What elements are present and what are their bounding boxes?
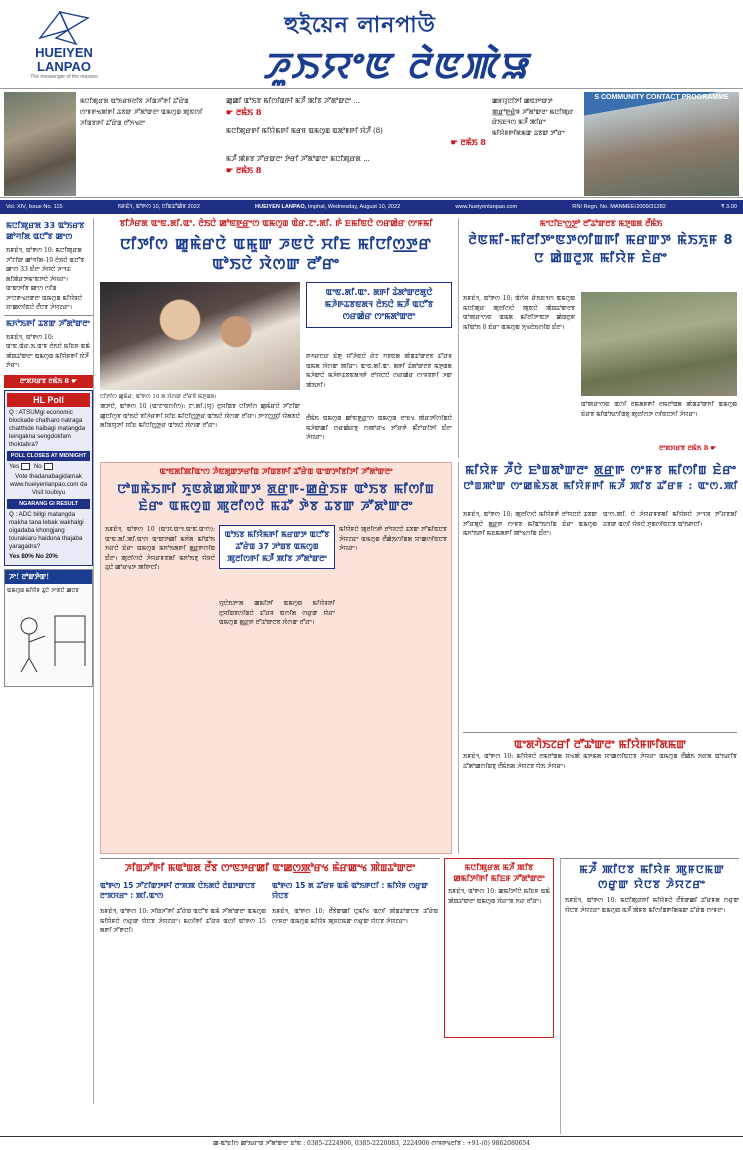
boxed-body: ꯏꯝꯐꯥꯜ, ꯑꯣꯒꯁ 10: ꯀꯃꯤꯇꯤꯅꯥ ꯃꯤꯐꯝ ꯑꯃꯥ ꯄꯥꯡꯊꯣꯛꯂꯦ ꯑꯃꯁꯨꯡ ꯋꯥꯔꯦꯞ ꯈꯔ ꯂꯧꯔꯦ। bbox=[448, 888, 550, 905]
center-kicker: ꯑꯦꯟꯗꯤꯄꯤꯑꯦꯁ ꯍꯥꯟꯗꯨꯛꯇꯔꯤꯡ ꯍꯤꯡꯕꯒꯤ ꯊꯧꯔꯥꯡ ꯑꯦꯛꯇꯤꯕꯤꯇꯤ ꯍꯧꯗꯣꯛꯂꯦ bbox=[159, 467, 393, 476]
lead-subhead-box: ꯑꯦꯟ.ꯗꯤ.ꯑꯦ. ꯗꯒꯤ ꯊꯥꯗꯣꯛꯂꯗꯨꯅꯥ ꯃꯍꯥꯒꯊꯕꯟꯗꯜ ꯂꯥꯏꯅꯥ ꯃꯍꯩ ꯑꯅꯧꯕ ꯁꯔꯀꯥꯔ ꯁꯦꯃꯗꯣꯛꯂꯦ bbox=[306, 282, 452, 328]
right-mid-headline[interactable]: ꯃꯤꯌꯥꯝ ꯍꯩꯅꯥ ꯐꯣꯡꯗꯣꯛꯂꯦ ꯗ꯭ꯔꯒ ꯁꯦꯝꯕ ꯃꯤꯁꯤꯡ ꯐꯥꯔꯦ bbox=[465, 463, 737, 477]
hl-poll bbox=[4, 390, 93, 566]
lead-body-col1: ꯄꯇꯅꯥ, ꯑꯣꯒꯁ 10 (ꯑꯦꯖꯦꯟꯁꯤꯁ): ꯖꯦ.ꯗꯤ.(ꯌꯨ) ꯂꯨꯆꯤꯡꯕ ꯅꯤꯇꯤꯁ ꯀꯨꯃꯥꯔꯅꯥ ꯍꯧꯖꯤꯛ ꯀꯨꯅꯤꯁꯨꯕ ꯑꯣꯏꯅꯥ ꯕꯤꯍꯥꯔꯒꯤ ꯆꯤꯐ ꯃꯤꯅꯤꯁ꯭ꯇꯔ ꯑꯣꯏꯅꯥ ꯋꯥꯁꯛ ꯂꯧꯔꯦ। ꯇꯦꯖꯁ꯭ꯋꯤ ꯌꯥꯗꯕꯅꯥ ꯗꯤꯞꯌꯨꯇꯤ ꯆꯤꯐ ꯃꯤꯅꯤꯁ꯭ꯇꯔ ꯑꯣꯏꯅꯥ ꯋꯥꯁꯛ ꯂꯧꯔꯦ। bbox=[100, 403, 300, 430]
paper-name: HUEIYEN LANPAO, bbox=[255, 204, 307, 210]
center-inset-box: ꯑꯣꯏꯕ ꯃꯤꯌꯥꯃꯒꯤ ꯃꯔꯛꯇ ꯑꯅꯧꯕ ꯊꯧꯔꯥꯡ 37 ꯍꯣꯡꯕ ꯑꯃꯁꯨꯡ ꯄꯨꯂꯤꯁꯒꯤ ꯃꯍꯩ ꯄꯤꯕ ꯍꯧꯗꯣꯛꯂꯦ bbox=[219, 525, 335, 569]
masthead bbox=[0, 0, 743, 86]
center-feature bbox=[100, 462, 452, 854]
top-left-photo bbox=[4, 92, 76, 196]
left-item2-headline[interactable]: ꯃꯈꯣꯏꯒꯤ ꯊꯕꯛ ꯍꯧꯗꯣꯛꯂꯦ bbox=[6, 318, 90, 328]
top-right-teaser[interactable]: ꯀꯝꯌꯨꯅꯤꯇꯤ ꯀꯟꯇꯦꯛꯇ ꯄ꯭ꯔꯣꯒ꯭ꯔꯥꯝ ꯍꯧꯗꯣꯛꯂꯦ ꯃꯅꯤꯄꯨꯔ ꯔꯥꯏꯐꯜꯁ ꯃꯍꯩ ꯄꯤꯔꯦ ꯃꯤꯌꯥꯝꯒꯤꯗꯃꯛ ꯊꯕꯛ ꯇꯧꯔꯦ bbox=[492, 97, 574, 137]
left-item1-headline[interactable]: ꯃꯅꯤꯄꯨꯔꯗ 33 ꯑꯣꯏꯔꯕ ꯀꯣꯚꯤꯗ ꯑꯅꯧꯕ ꯀꯦꯁ bbox=[6, 221, 85, 241]
newspaper-logo bbox=[14, 8, 114, 78]
bottom-right-headline[interactable]: ꯃꯍꯩ ꯄꯤꯅꯕ ꯃꯤꯌꯥꯝ ꯄꯨꯝꯅꯃꯛ ꯁꯔꯨꯛ ꯌꯥꯅꯕ ꯍꯥꯌꯖꯔꯦ bbox=[579, 863, 725, 891]
bottom-left-body2: ꯏꯝꯐꯥꯜ, ꯑꯣꯒꯁ 10: ꯂꯩꯕꯥꯛꯀꯤ ꯅꯨꯃꯤꯠ ꯑꯁꯤ ꯄꯥꯡꯊꯣꯛꯅꯕ ꯊꯧꯔꯥꯡ ꯁꯦꯝꯂꯦ ꯑꯃꯁꯨꯡ ꯃꯤꯌꯥꯝ ꯄꯨꯝꯅꯃꯛ ꯁꯔꯨꯛ ꯌꯥꯅꯕ ꯍꯥꯌꯖꯔꯦ। bbox=[272, 908, 438, 925]
top-left-teaser[interactable]: ꯃꯅꯤꯄꯨꯔꯗ ꯑꯣꯏꯔꯝꯂꯤꯕ ꯍꯤꯡꯍꯧꯒꯤ ꯊꯧꯔꯥꯡ ꯁꯦꯝꯒꯠꯄꯒꯤ ꯊꯕꯛ ꯍꯧꯗꯣꯛꯂꯦ ꯑꯃꯁꯨꯡ ꯄꯨꯟꯁꯤ ꯍꯤꯡꯕꯒꯤ ꯊꯧꯔꯥꯡ ꯂꯧꯈꯠꯂꯦ bbox=[80, 97, 203, 127]
lead-kicker: ꯕꯤꯍꯥꯔꯗ ꯑꯦꯟ.ꯗꯤ.ꯑꯦ. ꯂꯥꯏꯅꯥ ꯀꯣꯟꯒ꯭ꯔꯦꯁ ꯑꯃꯁꯨꯡ ꯑꯥꯔ.ꯖꯦ.ꯗꯤ. ꯒꯥ ꯐꯃꯤꯟꯅꯥ ꯁꯔꯀꯥꯔ ꯁꯦꯝꯃꯤ bbox=[119, 219, 433, 229]
teaser-2[interactable]: ꯃꯅꯤꯄꯨꯔꯒꯤ ꯃꯤꯌꯥꯃꯒꯤ ꯃꯔꯝ ꯑꯃꯁꯨꯡ ꯑꯗꯣꯝꯒꯤ ꯋꯥꯍꯩ (8) bbox=[226, 127, 383, 135]
lead-photo bbox=[100, 282, 300, 390]
center-headline[interactable]: ꯅꯣꯡꯃꯥꯏꯒꯤ ꯈꯨꯟꯗꯥꯀꯄꯥꯛꯇ ꯗ꯭ꯔꯒ-ꯀ꯭ꯔꯥꯏꯝ ꯑꯣꯏꯕ ꯃꯤꯁꯤꯡ ꯐꯥꯔꯦ ꯑꯃꯁꯨꯡ ꯄꯨꯂꯤꯁꯅꯥ ꯃꯊꯧ ꯇꯥꯕ ꯊꯕꯛ ꯍꯧꯗꯣꯛꯂꯦ bbox=[117, 481, 435, 513]
paper-crane-icon bbox=[36, 8, 92, 48]
logo-line1: HUEIYEN bbox=[35, 45, 93, 60]
bottom-left-headline[interactable]: ꯍꯤꯡꯍꯧꯒꯤ ꯃꯑꯣꯡꯗ ꯂꯩꯕ ꯁꯦꯟꯇꯔꯀꯤ ꯑꯦꯀꯁ꯭ꯄꯣꯔꯠ ꯃꯥꯔꯀꯦꯠ ꯄꯥꯡꯊꯣꯛꯂꯦ bbox=[124, 863, 416, 874]
result-question: Q : ADC billgi matangda makha tana lebak wakhalgi oigadaba khongjang tourakiaro haiduna thajaba yaragadra? bbox=[9, 510, 84, 550]
lead-body-col3: ꯂꯩꯃꯥꯏ ꯑꯃꯁꯨꯡ ꯀꯣꯟꯒ꯭ꯔꯦꯁ ꯑꯃꯁꯨꯡ ꯂꯦꯐꯠ ꯄꯥꯔꯇꯤꯁꯤꯡꯅꯥ ꯃꯍꯥꯛꯀꯤ ꯁꯔꯀꯥꯔꯕꯨ ꯁꯄꯣꯔꯠ ꯇꯧꯔꯒꯥ ꯃꯩꯖꯣꯔꯤꯇꯤ ꯐꯪꯂꯦ ꯍꯥꯌꯔꯦ। bbox=[306, 415, 452, 442]
left-item2-text: ꯏꯝꯐꯥꯜ, ꯑꯣꯒꯁ 10: ꯑꯦꯟ.ꯑꯥꯔ.ꯏ.ꯑꯦꯝ ꯂꯥꯏꯅꯥ ꯃꯤꯐꯝ ꯑꯃꯥ ꯄꯥꯡꯊꯣꯛꯂꯦ ꯑꯃꯁꯨꯡ ꯃꯤꯌꯥꯝꯒꯤ ꯋꯥꯍꯩ ꯇꯥꯔꯦ। bbox=[6, 333, 90, 369]
lead-story bbox=[100, 218, 452, 458]
top-right-photo bbox=[584, 92, 739, 196]
teaser-3[interactable]: ꯃꯍꯩ ꯄꯥꯝꯕ ꯍꯧꯔꯛꯂꯦ ꯇꯥꯔꯤ ꯍꯧꯗꯣꯛꯂꯦ ꯃꯅꯤꯄꯨꯔꯗ ... bbox=[226, 155, 370, 163]
top-middle-teasers bbox=[226, 96, 486, 176]
poll-yes-label: Yes bbox=[9, 462, 20, 470]
bottom-left-body1: ꯏꯝꯐꯥꯜ, ꯑꯣꯒꯁ 10: ꯍꯤꯡꯍꯧꯒꯤ ꯊꯧꯔꯥꯡ ꯑꯅꯧꯕ ꯑꯃꯥ ꯍꯧꯗꯣꯛꯂꯦ ꯑꯃꯁꯨꯡ ꯃꯤꯌꯥꯝꯅꯥ ꯁꯔꯨꯛ ꯌꯥꯅꯕ ꯍꯥꯌꯖꯔꯦ। ꯃꯁꯤꯒꯤ ꯊꯧꯔꯝ ꯑꯁꯤ ꯑꯣꯒꯁ 15 ꯗꯒꯤ ꯍꯧꯒꯅꯤ। bbox=[100, 908, 266, 935]
masthead-meitei-title: ꯍꯨꯏꯌꯦꯟ ꯂꯥꯟꯄꯥꯎ bbox=[262, 45, 530, 87]
teaser-3-ref[interactable]: ☛ ꯂꯃꯥꯏ 8 bbox=[226, 165, 262, 175]
poll-question: Q : ATSUMgi economic blockade chatharo natraga chatthide haibagi matangda leingakna sengdokfam thoktabra? bbox=[9, 408, 86, 448]
result-values: Yes 80% No 20% bbox=[9, 552, 58, 560]
right-top-ref[interactable]: ꯂꯦꯞꯆꯔꯕ ꯂꯃꯥꯏ 8 ☛ bbox=[659, 444, 717, 452]
right-top-story bbox=[458, 218, 739, 458]
result-title: NGARANG GI RESULT bbox=[7, 499, 90, 509]
right-mid-body1: ꯏꯝꯐꯥꯜ, ꯑꯣꯒꯁ 10: ꯄꯨꯂꯤꯁꯅꯥ ꯃꯤꯌꯥꯝꯒꯥ ꯂꯣꯌꯅꯅꯥ ꯊꯕꯛ ꯇꯧꯔꯗꯨꯅꯥ ꯗ꯭ꯔꯒ ꯁꯦꯝꯕ ꯃꯤꯑꯣꯏꯁꯤꯡ ꯐꯥꯔꯦ ꯑꯃꯁꯨꯡ ꯃꯈꯣꯏꯒꯤ ꯃꯐꯃꯗꯒꯤ ꯄꯣꯠꯁꯤꯡ ꯐꯪꯂꯦ। bbox=[463, 511, 597, 538]
center-body-col3: ꯃꯤꯌꯥꯝꯅꯥ ꯄꯨꯂꯤꯁꯒꯥ ꯂꯣꯌꯅꯅꯥ ꯊꯕꯛ ꯇꯧꯃꯤꯟꯅꯕ ꯍꯥꯌꯖꯔꯦ ꯑꯃꯁꯨꯡ ꯂꯩꯀꯥꯏꯁꯤꯡꯗ ꯆꯦꯀꯁꯤꯟꯅꯕ ꯍꯥꯌꯔꯦ। bbox=[339, 526, 447, 553]
photo-banner-text: S COMMUNITY CONTACT PROGRAMME bbox=[594, 94, 729, 101]
issue-info-bar bbox=[0, 200, 743, 214]
lead-headline[interactable]: ꯅꯤꯇꯤꯁ ꯀꯨꯃꯥꯔꯅꯥ ꯑꯃꯨꯛ ꯍꯟꯅꯥ ꯆꯤꯐ ꯃꯤꯅꯤꯁ꯭ꯇꯔ ꯑꯣꯏꯅꯥ ꯋꯥꯁꯛ ꯂꯧꯔꯦ bbox=[120, 235, 432, 273]
volume-issue: Vol. XIV, Issue No. 115 bbox=[6, 204, 63, 210]
left-column bbox=[4, 218, 94, 1104]
boxed-headline[interactable]: ꯃꯅꯤꯄꯨꯔꯗ ꯃꯍꯩ ꯄꯤꯕ ꯀꯃꯤꯇꯤꯒꯤ ꯃꯤꯐꯝ ꯍꯧꯗꯣꯛꯂꯦ bbox=[453, 863, 545, 883]
poll-closes: POLL CLOSES AT MIDNIGHT bbox=[7, 451, 90, 461]
center-body-col2: ꯌꯨꯅꯥꯏꯇꯦꯗ ꯀꯃꯤꯇꯤ ꯑꯃꯁꯨꯡ ꯃꯤꯌꯥꯝꯒꯤ ꯂꯨꯆꯤꯡꯕꯁꯤꯡꯅꯥ ꯊꯧꯔꯝ ꯑꯁꯤꯗ ꯁꯔꯨꯛ ꯌꯥꯔꯦ ꯑꯃꯁꯨꯡ ꯗ꯭ꯔꯒ ꯂꯧꯊꯣꯛꯅꯕ ꯋꯥꯁꯛ ꯂꯧꯔꯦ। bbox=[219, 600, 335, 627]
teaser-1-ref[interactable]: ☛ ꯂꯃꯥꯏ 8 bbox=[226, 107, 262, 117]
bottom-left-story bbox=[100, 858, 440, 1134]
right-top-body2: ꯑꯣꯄꯔꯦꯁꯟ ꯑꯁꯤ ꯂꯃꯗꯝꯒꯤ ꯂꯃꯂꯣꯡꯗ ꯄꯥꯡꯊꯣꯛꯈꯤ ꯑꯃꯁꯨꯡ ꯐꯥꯔꯕ ꯃꯤꯑꯣꯏꯁꯤꯡꯕꯨ ꯄꯨꯂꯤꯁꯇ ꯁꯤꯟꯅꯈꯤ ꯍꯥꯌꯔꯦ। bbox=[581, 401, 737, 418]
bottom-boxed-story bbox=[444, 858, 554, 1038]
center-body-col1: ꯏꯝꯐꯥꯜ, ꯑꯣꯒꯁ 10 (ꯑꯦꯆ.ꯑꯦꯜ.ꯑꯦꯟ.ꯑꯦꯁ): ꯑꯦꯟ.ꯗꯤ.ꯄꯤ.ꯑꯦꯁ ꯑꯦꯛꯇꯀꯤ ꯃꯈꯥꯗ ꯃꯤꯑꯣꯏ ꯈꯔꯅꯥ ꯐꯥꯔꯦ ꯑꯃꯁꯨꯡ ꯃꯈꯣꯏꯗꯒꯤ ꯗ꯭ꯔꯒꯁꯤꯡ ꯐꯪꯂꯦ। ꯄꯨꯂꯤꯁꯅꯥ ꯍꯥꯌꯔꯝꯕꯗꯤ ꯃꯈꯣꯏꯕꯨ ꯌꯥꯝꯅꯥ ꯊꯨꯅꯥ ꯀꯣꯔꯠꯇ ꯄꯤꯒꯅꯤ। bbox=[105, 526, 215, 572]
poll-no-checkbox[interactable] bbox=[44, 463, 53, 470]
lead-photo-caption: ꯅꯤꯇꯤꯁ ꯀꯨꯃꯥꯔ, ꯑꯣꯒꯁ 10 ꯗ ꯋꯥꯁꯛ ꯂꯧꯔꯕꯥ ꯃꯇꯨꯡꯗ। bbox=[100, 394, 217, 400]
right-top-body: ꯏꯝꯐꯥꯜ, ꯑꯣꯒꯁ 10: ꯑꯥꯁꯥꯝ ꯔꯥꯏꯐꯜꯁ ꯑꯃꯁꯨꯡ ꯃꯅꯤꯄꯨꯔ ꯄꯨꯂꯤꯁꯅꯥ ꯄꯨꯟꯅꯥ ꯄꯥꯡꯊꯣꯛꯂꯕ ꯑꯣꯄꯔꯦꯁꯟ ꯑꯃꯗ ꯃꯤꯂꯤꯇꯦꯟꯇ ꯀꯥꯡꯂꯨꯞ ꯃꯤꯑꯣꯏ 8 ꯐꯥꯔꯦ ꯑꯃꯁꯨꯡ ꯈꯨꯠꯂꯥꯏꯁꯤꯡ ꯐꯪꯂꯦ। bbox=[463, 295, 575, 331]
left-continued-ref[interactable]: ꯂꯦꯞꯆꯔꯕ ꯂꯃꯥꯏ 8 ☛ bbox=[4, 375, 93, 388]
right-mid-body2: ꯑꯦꯁ.ꯄꯤ. ꯅꯥ ꯍꯥꯌꯔꯝꯕꯗꯤ ꯃꯤꯌꯥꯝꯅꯥ ꯍꯦꯜꯞ ꯇꯧꯔꯕꯗꯤ ꯊꯕꯛ ꯑꯁꯤ ꯌꯥꯝꯅꯥ ꯇꯨꯡꯁꯤꯟꯅꯕ ꯑꯣꯏꯒꯅꯤ। bbox=[603, 511, 737, 528]
right-top-photo bbox=[581, 292, 737, 396]
poll-vote-instructions[interactable]: Vote thadanabagidamak www.hueiyenlanpao.com da Visit toubiyu bbox=[9, 472, 88, 496]
logo-line2: LANPAO bbox=[37, 59, 91, 74]
price: ₹ 3.00 bbox=[720, 204, 737, 210]
local-date: ꯏꯝꯐꯥꯜ, ꯑꯣꯒꯁ 10, ꯅꯤꯡꯊꯧꯀꯥꯕ 2022 bbox=[117, 204, 200, 210]
right-mid-subhead: ꯅꯣꯡꯄꯣꯛ ꯁꯦꯀꯃꯥꯏꯗ ꯃꯤꯌꯥꯝꯒꯤ ꯃꯍꯩ ꯄꯤꯕ ꯊꯧꯔꯝ : ꯑꯦꯁ.ꯄꯤ bbox=[463, 481, 739, 492]
left-item1-text: ꯏꯝꯐꯥꯜ, ꯑꯣꯒꯁ 10: ꯃꯅꯤꯄꯨꯔꯗ ꯍꯧꯖꯤꯛ ꯀꯣꯚꯤꯗ-19 ꯂꯥꯏꯅꯥ ꯑꯅꯧꯕ ꯀꯦꯁ 33 ꯐꯪꯂꯦ ꯍꯥꯌꯅꯥ ꯍꯦꯜꯊ ꯗꯤꯄꯥꯔꯇꯃꯦꯟꯇꯅꯥ ꯍꯥꯌꯔꯦ। ꯑꯦꯛꯇꯤꯕ ꯀꯦꯁ ꯁꯤꯡ ꯍꯦꯅꯒꯠꯂꯛꯂꯦ ꯑꯃꯁꯨꯡ ꯃꯤꯌꯥꯝꯅꯥ ꯆꯦꯀꯁꯤꯟꯅꯥ ꯂꯩꯅꯕ ꯍꯥꯌꯖꯔꯦ। bbox=[6, 247, 85, 311]
dateline: Imphal, Wednesday, August 10, 2022 bbox=[307, 204, 401, 210]
poll-title: HL Poll bbox=[7, 393, 90, 407]
cartoon-drawing-icon bbox=[5, 596, 91, 676]
footer-contact: ꯀ-ꯑꯣꯐꯤꯁ ꯀꯣꯏꯔꯦꯡ ꯍꯧꯗꯣꯛꯂꯦ ꯐꯣꯟ : 0385-2224906, 0385-2220083, 2224906 ꯁꯦꯝꯒꯠꯂꯤꯕ : +91-(0) 9862080654 bbox=[0, 1136, 743, 1150]
cartoon-caption: ꯑꯃꯁꯨꯡ ꯃꯤꯌꯥꯝ ꯊꯨꯅꯥ ꯍꯦꯟꯅꯥ ꯀꯅꯕ bbox=[7, 587, 80, 594]
cartoon-box bbox=[4, 569, 93, 687]
bottom-right-story bbox=[560, 858, 739, 1134]
right-top-headline[interactable]: ꯂꯥꯟꯃꯤ-ꯃꯤꯂꯤꯇꯦꯟꯇꯁꯤꯡꯒꯤ ꯃꯔꯛꯇ ꯃꯥꯏꯈꯨꯝ 8 ꯅ ꯀꯥꯡꯂꯨꯞ ꯃꯤꯌꯥꯝ ꯐꯥꯔꯦ bbox=[468, 233, 734, 266]
bottom-left-sub1[interactable]: ꯑꯣꯒꯁ 15 ꯍꯧꯖꯤꯛꯇꯒꯤ ꯂꯦꯞꯄ ꯅꯥꯏꯗꯅꯥ ꯂꯥꯡꯇꯛꯅꯕ ꯂꯦꯞꯆꯔꯦ : ꯄꯤ.ꯑꯦꯁ bbox=[100, 881, 256, 900]
right-mid-section2-body: ꯏꯝꯐꯥꯜ, ꯑꯣꯒꯁ 10: ꯃꯤꯌꯥꯝꯅꯥ ꯂꯃꯂꯣꯡꯗ ꯆꯠꯄꯥ ꯃꯇꯃꯗ ꯆꯦꯀꯁꯤꯟꯅꯕ ꯍꯥꯌꯔꯦ ꯑꯃꯁꯨꯡ ꯂꯩꯀꯥꯏ ꯈꯔꯗ ꯑꯣꯏꯔꯤꯕ ꯊꯧꯗꯣꯀꯁꯤꯡꯕꯨ ꯂꯩꯃꯥꯏꯗ ꯍꯥꯌꯖꯕ ꯌꯥꯏ ꯍꯥꯌꯔꯦ। bbox=[463, 753, 737, 770]
cartoon-title: ꯍꯦ! ꯂꯣꯛꯇꯥꯛ! bbox=[5, 570, 92, 584]
bottom-left-sub2[interactable]: ꯑꯣꯒꯁ 15 ꯗ ꯊꯧꯔꯝ ꯑꯃꯥ ꯑꯣꯏꯒꯅꯤ : ꯃꯤꯌꯥꯝ ꯁꯔꯨꯛ ꯌꯥꯅꯕ bbox=[272, 881, 428, 900]
logo-tagline: The messenger of the masses bbox=[30, 74, 98, 80]
teaser-2-ref[interactable]: ☛ ꯂꯃꯥꯏ 8 bbox=[450, 137, 486, 147]
poll-no-label: No bbox=[33, 462, 42, 470]
poll-yes-checkbox[interactable] bbox=[21, 463, 30, 470]
bottom-right-body: ꯏꯝꯐꯥꯜ, ꯑꯣꯒꯁ 10: ꯃꯅꯤꯄꯨꯔꯒꯤ ꯃꯤꯌꯥꯝꯅꯥ ꯂꯩꯕꯥꯛꯀꯤ ꯊꯧꯔꯝꯗ ꯁꯔꯨꯛ ꯌꯥꯅꯕ ꯍꯥꯌꯖꯔꯦ ꯑꯃꯁꯨꯡ ꯃꯍꯩ ꯄꯥꯝꯕ ꯃꯤꯁꯤꯡꯒꯤꯗꯃꯛ ꯊꯧꯔꯥꯡ ꯁꯦꯝꯂꯦ। bbox=[565, 897, 739, 914]
lead-body-col2: ꯒꯚꯔꯅꯔ ꯐꯥꯒꯨ ꯆꯧꯍꯥꯟꯅꯥ ꯔꯥꯖ ꯚꯕꯟꯗ ꯄꯥꯡꯊꯣꯛꯂꯕ ꯊꯧꯔꯝ ꯑꯃꯗ ꯋꯥꯁꯛ ꯄꯤꯔꯦ। ꯑꯦꯟ.ꯗꯤ.ꯑꯦ. ꯗꯒꯤ ꯊꯥꯗꯣꯛꯂꯕ ꯃꯇꯨꯡꯗ ꯃꯍꯥꯛꯅꯥ ꯃꯍꯥꯒꯊꯕꯟꯗꯜꯒꯥ ꯂꯣꯌꯅꯅꯥ ꯁꯔꯀꯥꯔ ꯁꯦꯝꯕꯒꯤ ꯍꯛ ꯄꯥꯏꯈꯤ। bbox=[306, 353, 452, 389]
rni-number: RNI Regn. No. MANMEE/2009/31282 bbox=[572, 204, 666, 210]
right-top-kicker: ꯃꯦꯅꯤꯐꯦꯁ꯭ꯇꯣ ꯂꯧꯊꯣꯛꯂꯕ ꯃꯇꯨꯡꯗ ꯂꯩꯃꯥꯏ bbox=[539, 219, 663, 228]
right-mid-section2-headline[interactable]: ꯑꯦꯗꯚꯥꯏꯖꯔꯤ ꯂꯧꯊꯣꯛꯂꯦ ꯃꯤꯌꯥꯝꯒꯤꯗꯃꯛ bbox=[463, 732, 737, 752]
right-mid-story bbox=[458, 462, 739, 854]
masthead-bengali-title: হুইয়েন লানপাউ bbox=[284, 13, 436, 38]
teaser-1[interactable]: ꯀꯨꯀꯤ ꯑꯣꯏꯕ ꯃꯤꯁꯤꯡꯒꯤ ꯃꯍꯩ ꯄꯤꯕ ꯍꯧꯗꯣꯛꯂꯦ ... bbox=[226, 97, 361, 105]
website-link[interactable]: www.hueiyenlanpao.com bbox=[455, 204, 518, 210]
